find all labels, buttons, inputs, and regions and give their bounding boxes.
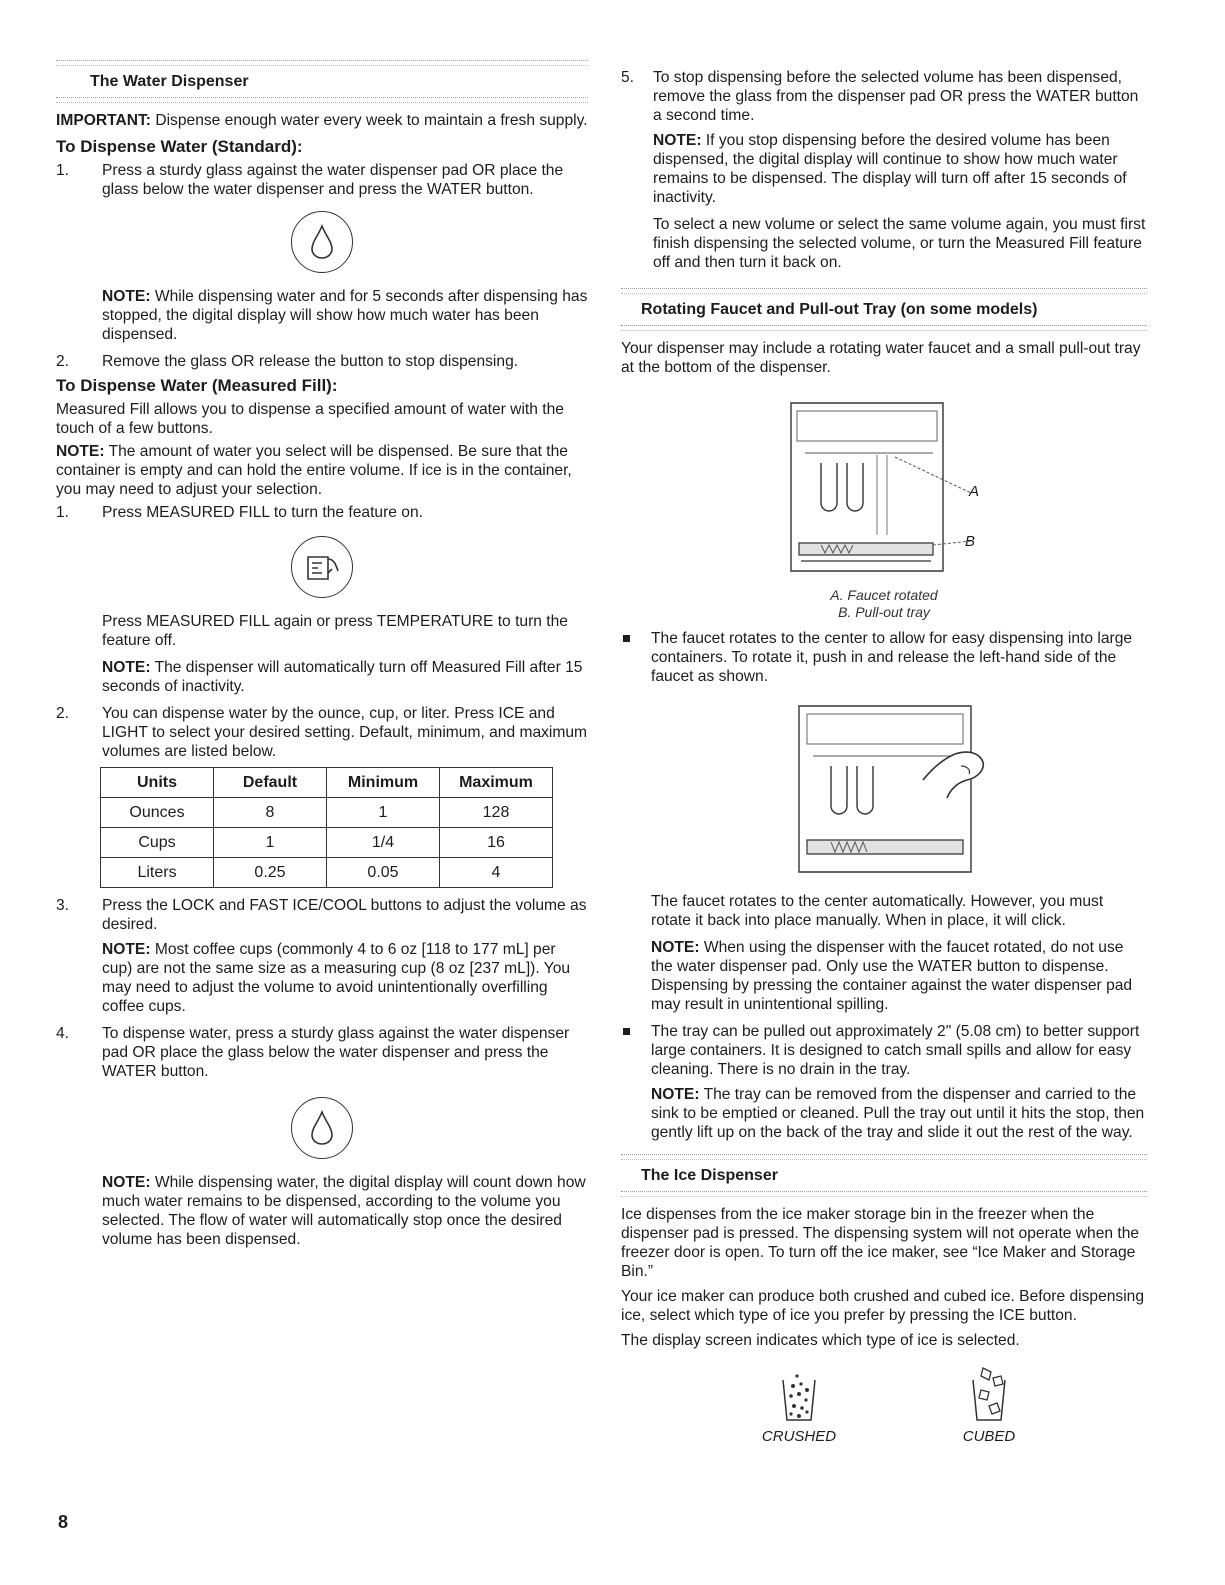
table-header: Maximum xyxy=(440,768,553,798)
step-number: 1. xyxy=(56,504,70,521)
section-title-ice-dispenser: The Ice Dispenser xyxy=(641,1167,778,1184)
section-rule xyxy=(56,97,588,103)
crushed-label: CRUSHED xyxy=(761,1428,837,1445)
table-cell: 1 xyxy=(327,798,440,828)
table-cell: Cups xyxy=(101,828,214,858)
note-text: The dispenser will automatically turn off Measured Fill after 15 seconds of inactivity. xyxy=(102,659,583,695)
table-header-row xyxy=(101,768,553,798)
bullet-marker xyxy=(623,635,630,642)
table-cell: 8 xyxy=(214,798,327,828)
step-text: You can dispense water by the ounce, cup, or liter. Press ICE and LIGHT to select your desired setting. Default, minimum, and maximum volumes are listed below. xyxy=(102,705,588,760)
mf-step-5 xyxy=(621,68,1147,125)
caption-a: A. Faucet rotated xyxy=(830,587,938,603)
note-text: While dispensing water and for 5 seconds after dispensing has stopped, the digital display will show how much water has been dispensed. xyxy=(102,288,588,343)
note-text: The amount of water you select will be dispensed. Be sure that the container is empty and can hold the entire volume. If ice is in the container, you may need to adjust your selection. xyxy=(56,443,572,498)
crushed-ice-icon xyxy=(779,1364,819,1424)
step-text: Remove the glass OR release the button to stop dispensing. xyxy=(102,353,519,370)
faucet-diagram xyxy=(681,393,1101,583)
mf-step-2 xyxy=(56,704,588,761)
figure-label-b: B xyxy=(965,533,976,550)
section-title-water-dispenser: The Water Dispenser xyxy=(90,73,249,90)
mf-step1-note xyxy=(56,658,588,696)
step-number: 1. xyxy=(56,162,70,179)
right-column xyxy=(621,68,1147,1445)
table-header: Minimum xyxy=(327,768,440,798)
note-text: The tray can be removed from the dispenser and carried to the sink to be emptied or cleaned. Pull the tray out until it hits the stop, then gently lift up on the back of the tray and slide it out the rest of the way. xyxy=(651,1086,1145,1141)
section-rule xyxy=(621,1191,1147,1197)
bullet-marker xyxy=(623,1028,630,1035)
table-cell: 16 xyxy=(440,828,553,858)
faucet-intro: Your dispenser may include a rotating water faucet and a small pull-out tray at the bottom of the dispenser. xyxy=(621,340,1141,376)
important-paragraph xyxy=(56,111,588,130)
measuring-cup-icon xyxy=(291,536,353,598)
ice-paragraph-1: Ice dispenses from the ice maker storage bin in the freezer when the dispenser pad is pressed. The dispensing system will not operate when the freezer door is open. To turn off the ice maker, see “Ice Maker and Storage Bin.” xyxy=(621,1206,1140,1280)
note-label: NOTE: xyxy=(102,659,151,676)
step5-extra: To select a new volume or select the same volume again, you must first finish dispensing the selected volume, or turn the Measured Fill feature off and then turn it back on. xyxy=(653,216,1146,271)
note-label: NOTE: xyxy=(102,1174,151,1191)
water-drop-icon-wrap-2 xyxy=(56,1097,588,1159)
measured-heading: To Dispense Water (Measured Fill): xyxy=(56,376,338,395)
rotation-diagram xyxy=(681,700,1101,880)
cubed-ice-option xyxy=(934,1364,1044,1445)
section-rule xyxy=(621,325,1147,331)
step5-note xyxy=(621,131,1147,207)
note-text: While dispensing water, the digital display will count down how much water remains to be dispensed, according to the volume you selected. The flow of water will automatically stop once the desired volume has been dispensed. xyxy=(102,1174,586,1248)
table-header: Default xyxy=(214,768,327,798)
cubed-label: CUBED xyxy=(962,1428,1016,1445)
note-label: NOTE: xyxy=(651,1086,700,1103)
table-cell: Ounces xyxy=(101,798,214,828)
note-label: NOTE: xyxy=(56,443,105,460)
step-text: Press MEASURED FILL to turn the feature on. xyxy=(102,504,423,521)
step-number: 2. xyxy=(56,353,70,370)
note-text: Most coffee cups (commonly 4 to 6 oz [118 to 177 mL] per cup) are not the same size as a measuring cup (8 oz [237 mL]). You may need to adjust the volume to avoid unintentionally overfilling coffee cups. xyxy=(102,941,571,1015)
left-column xyxy=(56,60,588,1249)
bullet-tray xyxy=(621,1022,1147,1079)
caption-b: B. Pull-out tray xyxy=(838,604,930,620)
faucet-figure xyxy=(621,393,1147,583)
note-label: NOTE: xyxy=(651,939,700,956)
page-number: 8 xyxy=(58,1512,69,1532)
step-number: 5. xyxy=(621,69,635,86)
bullet1-note xyxy=(621,938,1147,1014)
volume-table xyxy=(100,767,553,888)
bullet-text: The tray can be pulled out approximately 2" (5.08 cm) to better support large containers. It is designed to catch small spills and allow for easy cleaning. There is no drain in the tray. xyxy=(651,1023,1140,1078)
mf-step-3 xyxy=(56,896,588,934)
mf-step1-after: Press MEASURED FILL again or press TEMPERATURE to turn the feature off. xyxy=(102,613,568,649)
water-drop-icon xyxy=(291,211,353,273)
step-text: To dispense water, press a sturdy glass against the water dispenser pad OR place the glass below the water dispenser and press the WATER button. xyxy=(102,1025,570,1080)
ice-paragraph-3: The display screen indicates which type of ice is selected. xyxy=(621,1332,1020,1349)
table-cell: 0.25 xyxy=(214,858,327,888)
bullet-faucet xyxy=(621,629,1147,686)
crushed-ice-option xyxy=(744,1364,854,1445)
note-label: NOTE: xyxy=(102,941,151,958)
std-note xyxy=(56,287,588,344)
bullet-text: The faucet rotates to the center to allow for easy dispensing into large containers. To rotate it, push in and release the left-hand side of the faucet as shown. xyxy=(651,630,1133,685)
note-text: When using the dispenser with the faucet rotated, do not use the water dispenser pad. Only use the WATER button to dispense. Dispensing by pressing the container against the water dispenser pad may result in unintentional spilling. xyxy=(651,939,1133,1013)
bullet1-after: The faucet rotates to the center automatically. However, you must rotate it back into place manually. When in place, it will click. xyxy=(651,893,1104,929)
step-number: 3. xyxy=(56,897,70,914)
measured-note xyxy=(56,442,588,499)
measuring-cup-icon-wrap xyxy=(56,536,588,598)
step-number: 4. xyxy=(56,1025,70,1042)
standard-heading: To Dispense Water (Standard): xyxy=(56,137,303,156)
std-step-2 xyxy=(56,352,588,371)
mf-step-1 xyxy=(56,503,588,522)
table-cell: 0.05 xyxy=(327,858,440,888)
measured-intro: Measured Fill allows you to dispense a specified amount of water with the touch of a few buttons. xyxy=(56,401,564,437)
table-header: Units xyxy=(101,768,214,798)
note-label: NOTE: xyxy=(102,288,151,305)
important-label: IMPORTANT: xyxy=(56,112,151,129)
table-cell: 128 xyxy=(440,798,553,828)
figure-label-a: A xyxy=(969,483,980,500)
section-title-faucet: Rotating Faucet and Pull-out Tray (on some models) xyxy=(641,301,1038,318)
hand-icon xyxy=(921,740,991,800)
water-drop-icon-wrap xyxy=(56,211,588,273)
step-number: 2. xyxy=(56,705,70,722)
bullet2-note xyxy=(621,1085,1147,1142)
water-drop-icon xyxy=(291,1097,353,1159)
mf-step3-note xyxy=(56,940,588,1016)
ice-type-icons xyxy=(621,1364,1147,1445)
std-step-1 xyxy=(56,161,588,199)
table-row xyxy=(101,828,553,858)
mf-step-4 xyxy=(56,1024,588,1081)
table-cell: 1/4 xyxy=(327,828,440,858)
table-cell: 4 xyxy=(440,858,553,888)
step-text: To stop dispensing before the selected volume has been dispensed, remove the glass from the dispenser pad OR press the WATER button a second time. xyxy=(653,69,1139,124)
table-cell: Liters xyxy=(101,858,214,888)
table-cell: 1 xyxy=(214,828,327,858)
step-text: Press the LOCK and FAST ICE/COOL buttons to adjust the volume as desired. xyxy=(102,897,587,933)
important-text: Dispense enough water every week to maintain a fresh supply. xyxy=(151,112,588,129)
step-text: Press a sturdy glass against the water dispenser pad OR place the glass below the water dispenser and press the WATER button. xyxy=(102,162,564,198)
note-label: NOTE: xyxy=(653,132,702,149)
ice-paragraph-2: Your ice maker can produce both crushed and cubed ice. Before dispensing ice, select which type of ice you prefer by pressing the ICE button. xyxy=(621,1288,1145,1324)
table-row xyxy=(101,798,553,828)
rotation-figure xyxy=(621,700,1147,880)
table-row xyxy=(101,858,553,888)
note-text: If you stop dispensing before the desired volume has been dispensed, the digital display will continue to show how much water remains to be dispensed. The display will turn off after 15 seconds of inactivity. xyxy=(653,132,1127,206)
mf-step4-note xyxy=(56,1173,588,1249)
cubed-ice-icon xyxy=(969,1364,1009,1424)
